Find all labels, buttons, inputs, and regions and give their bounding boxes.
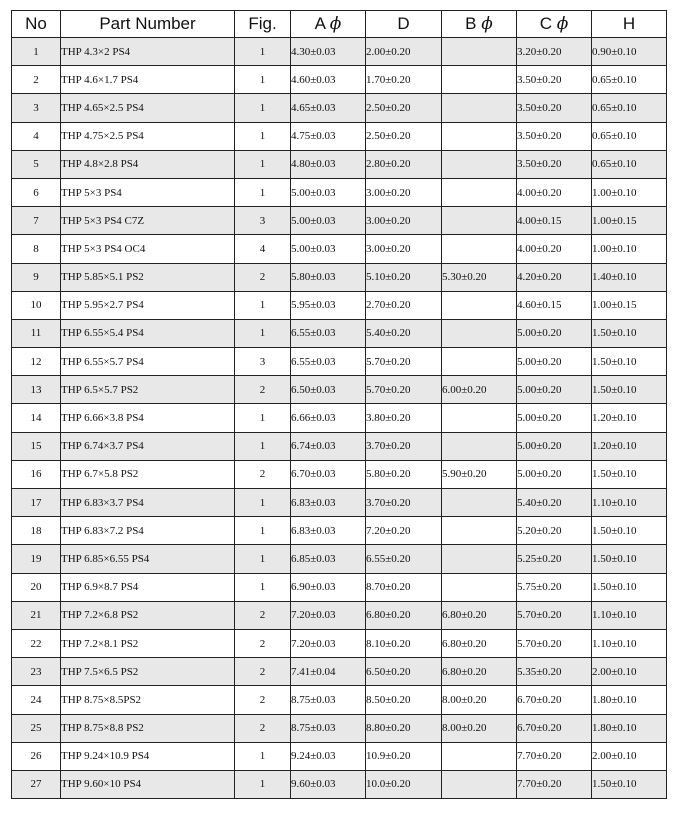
cell-d: 6.50±0.20 bbox=[366, 658, 442, 686]
header-d: D bbox=[366, 11, 442, 38]
cell-d: 8.70±0.20 bbox=[366, 573, 442, 601]
cell-fig: 2 bbox=[235, 601, 291, 629]
header-c-label: C bbox=[539, 14, 552, 33]
table-row bbox=[12, 629, 667, 657]
cell-c: 3.20±0.20 bbox=[517, 38, 592, 66]
cell-c: 5.75±0.20 bbox=[517, 573, 592, 601]
table-row bbox=[12, 178, 667, 206]
cell-a: 5.80±0.03 bbox=[291, 263, 366, 291]
cell-a: 5.95±0.03 bbox=[291, 291, 366, 319]
cell-b: 6.00±0.20 bbox=[442, 376, 517, 404]
cell-d: 2.50±0.20 bbox=[366, 94, 442, 122]
cell-b bbox=[442, 122, 517, 150]
cell-c: 6.70±0.20 bbox=[517, 714, 592, 742]
cell-no: 23 bbox=[12, 658, 61, 686]
cell-part-number: THP 6.83×7.2 PS4 bbox=[61, 517, 235, 545]
cell-a: 5.00±0.03 bbox=[291, 235, 366, 263]
cell-part-number: THP 6.74×3.7 PS4 bbox=[61, 432, 235, 460]
cell-part-number: THP 4.6×1.7 PS4 bbox=[61, 66, 235, 94]
cell-fig: 1 bbox=[235, 291, 291, 319]
cell-c: 3.50±0.20 bbox=[517, 150, 592, 178]
cell-part-number: THP 5.85×5.1 PS2 bbox=[61, 263, 235, 291]
table-row bbox=[12, 291, 667, 319]
table-row bbox=[12, 545, 667, 573]
cell-fig: 1 bbox=[235, 545, 291, 573]
cell-d: 1.70±0.20 bbox=[366, 66, 442, 94]
cell-no: 6 bbox=[12, 178, 61, 206]
cell-b bbox=[442, 742, 517, 770]
cell-no: 15 bbox=[12, 432, 61, 460]
cell-d: 3.00±0.20 bbox=[366, 207, 442, 235]
table-row bbox=[12, 319, 667, 347]
cell-d: 10.0±0.20 bbox=[366, 770, 442, 798]
table-row bbox=[12, 404, 667, 432]
cell-fig: 1 bbox=[235, 66, 291, 94]
cell-fig: 2 bbox=[235, 376, 291, 404]
cell-fig: 1 bbox=[235, 517, 291, 545]
cell-h: 1.10±0.10 bbox=[592, 489, 667, 517]
cell-a: 7.41±0.04 bbox=[291, 658, 366, 686]
cell-fig: 1 bbox=[235, 150, 291, 178]
cell-a: 4.80±0.03 bbox=[291, 150, 366, 178]
cell-c: 4.00±0.15 bbox=[517, 207, 592, 235]
header-b-label: B bbox=[465, 14, 477, 33]
cell-h: 1.00±0.10 bbox=[592, 178, 667, 206]
cell-d: 3.70±0.20 bbox=[366, 489, 442, 517]
cell-no: 10 bbox=[12, 291, 61, 319]
cell-fig: 2 bbox=[235, 629, 291, 657]
cell-h: 1.10±0.10 bbox=[592, 629, 667, 657]
cell-c: 4.20±0.20 bbox=[517, 263, 592, 291]
table-row bbox=[12, 207, 667, 235]
cell-part-number: THP 9.24×10.9 PS4 bbox=[61, 742, 235, 770]
cell-h: 1.00±0.15 bbox=[592, 207, 667, 235]
cell-part-number: THP 5×3 PS4 OC4 bbox=[61, 235, 235, 263]
cell-h: 1.50±0.10 bbox=[592, 376, 667, 404]
cell-a: 7.20±0.03 bbox=[291, 629, 366, 657]
cell-c: 7.70±0.20 bbox=[517, 742, 592, 770]
cell-h: 1.00±0.15 bbox=[592, 291, 667, 319]
cell-b: 5.90±0.20 bbox=[442, 460, 517, 488]
cell-fig: 2 bbox=[235, 714, 291, 742]
cell-fig: 2 bbox=[235, 658, 291, 686]
cell-h: 1.50±0.10 bbox=[592, 770, 667, 798]
cell-b bbox=[442, 319, 517, 347]
table-row bbox=[12, 38, 667, 66]
phi-symbol: ϕ bbox=[556, 14, 569, 34]
cell-a: 6.50±0.03 bbox=[291, 376, 366, 404]
cell-h: 1.20±0.10 bbox=[592, 432, 667, 460]
cell-c: 3.50±0.20 bbox=[517, 122, 592, 150]
cell-no: 16 bbox=[12, 460, 61, 488]
cell-a: 5.00±0.03 bbox=[291, 178, 366, 206]
cell-b: 8.00±0.20 bbox=[442, 686, 517, 714]
cell-h: 0.65±0.10 bbox=[592, 94, 667, 122]
cell-a: 6.85±0.03 bbox=[291, 545, 366, 573]
table-row bbox=[12, 348, 667, 376]
cell-d: 5.70±0.20 bbox=[366, 348, 442, 376]
cell-no: 21 bbox=[12, 601, 61, 629]
cell-b: 6.80±0.20 bbox=[442, 629, 517, 657]
cell-b bbox=[442, 235, 517, 263]
cell-c: 5.25±0.20 bbox=[517, 545, 592, 573]
table-row bbox=[12, 601, 667, 629]
cell-a: 4.65±0.03 bbox=[291, 94, 366, 122]
cell-d: 6.80±0.20 bbox=[366, 601, 442, 629]
cell-fig: 1 bbox=[235, 178, 291, 206]
cell-c: 5.20±0.20 bbox=[517, 517, 592, 545]
cell-fig: 1 bbox=[235, 742, 291, 770]
cell-c: 4.00±0.20 bbox=[517, 235, 592, 263]
table-row bbox=[12, 770, 667, 798]
cell-d: 3.80±0.20 bbox=[366, 404, 442, 432]
cell-h: 1.10±0.10 bbox=[592, 601, 667, 629]
cell-d: 5.10±0.20 bbox=[366, 263, 442, 291]
cell-a: 7.20±0.03 bbox=[291, 601, 366, 629]
table-row bbox=[12, 742, 667, 770]
cell-fig: 2 bbox=[235, 686, 291, 714]
cell-c: 4.00±0.20 bbox=[517, 178, 592, 206]
cell-a: 9.60±0.03 bbox=[291, 770, 366, 798]
cell-c: 3.50±0.20 bbox=[517, 66, 592, 94]
cell-part-number: THP 5×3 PS4 C7Z bbox=[61, 207, 235, 235]
cell-fig: 2 bbox=[235, 460, 291, 488]
cell-b bbox=[442, 207, 517, 235]
cell-part-number: THP 4.75×2.5 PS4 bbox=[61, 122, 235, 150]
cell-a: 6.90±0.03 bbox=[291, 573, 366, 601]
cell-h: 2.00±0.10 bbox=[592, 658, 667, 686]
cell-d: 3.00±0.20 bbox=[366, 178, 442, 206]
cell-c: 6.70±0.20 bbox=[517, 686, 592, 714]
table-row bbox=[12, 122, 667, 150]
cell-part-number: THP 6.83×3.7 PS4 bbox=[61, 489, 235, 517]
cell-h: 1.20±0.10 bbox=[592, 404, 667, 432]
cell-a: 9.24±0.03 bbox=[291, 742, 366, 770]
cell-h: 1.50±0.10 bbox=[592, 460, 667, 488]
phi-symbol: ϕ bbox=[481, 14, 493, 34]
phi-symbol: ϕ bbox=[329, 14, 342, 34]
cell-no: 4 bbox=[12, 122, 61, 150]
cell-h: 1.50±0.10 bbox=[592, 545, 667, 573]
cell-no: 22 bbox=[12, 629, 61, 657]
table-row bbox=[12, 94, 667, 122]
cell-c: 4.60±0.15 bbox=[517, 291, 592, 319]
header-a-phi bbox=[291, 11, 366, 38]
cell-d: 7.20±0.20 bbox=[366, 517, 442, 545]
cell-a: 6.55±0.03 bbox=[291, 348, 366, 376]
cell-c: 5.00±0.20 bbox=[517, 404, 592, 432]
cell-d: 2.50±0.20 bbox=[366, 122, 442, 150]
cell-part-number: THP 8.75×8.5PS2 bbox=[61, 686, 235, 714]
cell-d: 2.00±0.20 bbox=[366, 38, 442, 66]
table-row bbox=[12, 263, 667, 291]
header-part-number: Part Number bbox=[61, 11, 235, 38]
cell-c: 5.00±0.20 bbox=[517, 348, 592, 376]
cell-a: 8.75±0.03 bbox=[291, 714, 366, 742]
cell-b bbox=[442, 517, 517, 545]
table-row bbox=[12, 235, 667, 263]
table-row bbox=[12, 573, 667, 601]
cell-no: 25 bbox=[12, 714, 61, 742]
cell-a: 6.83±0.03 bbox=[291, 517, 366, 545]
cell-part-number: THP 5×3 PS4 bbox=[61, 178, 235, 206]
cell-fig: 1 bbox=[235, 122, 291, 150]
cell-c: 5.00±0.20 bbox=[517, 376, 592, 404]
table-row bbox=[12, 460, 667, 488]
table-row bbox=[12, 376, 667, 404]
cell-a: 6.66±0.03 bbox=[291, 404, 366, 432]
cell-no: 5 bbox=[12, 150, 61, 178]
header-c-phi bbox=[517, 11, 592, 38]
cell-part-number: THP 6.9×8.7 PS4 bbox=[61, 573, 235, 601]
cell-part-number: THP 8.75×8.8 PS2 bbox=[61, 714, 235, 742]
cell-no: 9 bbox=[12, 263, 61, 291]
cell-fig: 1 bbox=[235, 432, 291, 460]
cell-d: 8.50±0.20 bbox=[366, 686, 442, 714]
cell-a: 4.30±0.03 bbox=[291, 38, 366, 66]
cell-c: 3.50±0.20 bbox=[517, 94, 592, 122]
cell-h: 1.80±0.10 bbox=[592, 686, 667, 714]
cell-c: 5.70±0.20 bbox=[517, 601, 592, 629]
header-a-label: A bbox=[314, 14, 326, 33]
header-h: H bbox=[592, 11, 667, 38]
cell-b bbox=[442, 432, 517, 460]
cell-h: 1.50±0.10 bbox=[592, 517, 667, 545]
cell-no: 11 bbox=[12, 319, 61, 347]
cell-h: 0.65±0.10 bbox=[592, 150, 667, 178]
cell-b bbox=[442, 291, 517, 319]
cell-fig: 1 bbox=[235, 489, 291, 517]
cell-a: 5.00±0.03 bbox=[291, 207, 366, 235]
cell-fig: 1 bbox=[235, 770, 291, 798]
cell-a: 6.55±0.03 bbox=[291, 319, 366, 347]
cell-fig: 1 bbox=[235, 38, 291, 66]
cell-no: 12 bbox=[12, 348, 61, 376]
table-row bbox=[12, 489, 667, 517]
cell-h: 1.80±0.10 bbox=[592, 714, 667, 742]
cell-no: 17 bbox=[12, 489, 61, 517]
header-fig: Fig. bbox=[235, 11, 291, 38]
cell-b: 5.30±0.20 bbox=[442, 263, 517, 291]
cell-part-number: THP 6.85×6.55 PS4 bbox=[61, 545, 235, 573]
cell-a: 8.75±0.03 bbox=[291, 686, 366, 714]
cell-d: 3.70±0.20 bbox=[366, 432, 442, 460]
cell-d: 2.70±0.20 bbox=[366, 291, 442, 319]
cell-no: 7 bbox=[12, 207, 61, 235]
cell-b bbox=[442, 545, 517, 573]
cell-b bbox=[442, 770, 517, 798]
cell-part-number: THP 4.8×2.8 PS4 bbox=[61, 150, 235, 178]
cell-b bbox=[442, 150, 517, 178]
cell-part-number: THP 6.55×5.4 PS4 bbox=[61, 319, 235, 347]
cell-c: 5.00±0.20 bbox=[517, 432, 592, 460]
cell-b: 6.80±0.20 bbox=[442, 601, 517, 629]
cell-a: 4.75±0.03 bbox=[291, 122, 366, 150]
cell-part-number: THP 7.5×6.5 PS2 bbox=[61, 658, 235, 686]
header-no: No bbox=[12, 11, 61, 38]
cell-fig: 2 bbox=[235, 263, 291, 291]
cell-fig: 3 bbox=[235, 348, 291, 376]
cell-no: 1 bbox=[12, 38, 61, 66]
cell-h: 1.50±0.10 bbox=[592, 319, 667, 347]
cell-h: 0.90±0.10 bbox=[592, 38, 667, 66]
cell-d: 6.55±0.20 bbox=[366, 545, 442, 573]
cell-h: 0.65±0.10 bbox=[592, 66, 667, 94]
cell-no: 13 bbox=[12, 376, 61, 404]
cell-d: 8.80±0.20 bbox=[366, 714, 442, 742]
cell-no: 24 bbox=[12, 686, 61, 714]
cell-c: 5.70±0.20 bbox=[517, 629, 592, 657]
spec-table bbox=[11, 10, 667, 799]
cell-b bbox=[442, 38, 517, 66]
cell-part-number: THP 6.55×5.7 PS4 bbox=[61, 348, 235, 376]
cell-a: 6.83±0.03 bbox=[291, 489, 366, 517]
cell-a: 6.74±0.03 bbox=[291, 432, 366, 460]
cell-no: 3 bbox=[12, 94, 61, 122]
cell-no: 18 bbox=[12, 517, 61, 545]
cell-b bbox=[442, 66, 517, 94]
cell-h: 2.00±0.10 bbox=[592, 742, 667, 770]
cell-b bbox=[442, 404, 517, 432]
cell-fig: 1 bbox=[235, 319, 291, 347]
cell-d: 10.9±0.20 bbox=[366, 742, 442, 770]
cell-h: 1.50±0.10 bbox=[592, 348, 667, 376]
cell-fig: 1 bbox=[235, 404, 291, 432]
cell-b bbox=[442, 178, 517, 206]
cell-c: 5.00±0.20 bbox=[517, 460, 592, 488]
cell-part-number: THP 4.65×2.5 PS4 bbox=[61, 94, 235, 122]
cell-a: 4.60±0.03 bbox=[291, 66, 366, 94]
cell-d: 2.80±0.20 bbox=[366, 150, 442, 178]
cell-no: 20 bbox=[12, 573, 61, 601]
cell-c: 7.70±0.20 bbox=[517, 770, 592, 798]
table-row bbox=[12, 714, 667, 742]
cell-h: 1.50±0.10 bbox=[592, 573, 667, 601]
cell-part-number: THP 7.2×8.1 PS2 bbox=[61, 629, 235, 657]
cell-part-number: THP 6.5×5.7 PS2 bbox=[61, 376, 235, 404]
cell-b bbox=[442, 94, 517, 122]
cell-part-number: THP 5.95×2.7 PS4 bbox=[61, 291, 235, 319]
cell-b bbox=[442, 348, 517, 376]
cell-part-number: THP 6.66×3.8 PS4 bbox=[61, 404, 235, 432]
cell-fig: 1 bbox=[235, 94, 291, 122]
cell-a: 6.70±0.03 bbox=[291, 460, 366, 488]
cell-d: 8.10±0.20 bbox=[366, 629, 442, 657]
cell-fig: 4 bbox=[235, 235, 291, 263]
cell-d: 5.80±0.20 bbox=[366, 460, 442, 488]
table-row bbox=[12, 432, 667, 460]
cell-part-number: THP 9.60×10 PS4 bbox=[61, 770, 235, 798]
cell-c: 5.00±0.20 bbox=[517, 319, 592, 347]
table-body bbox=[12, 38, 667, 799]
cell-b: 6.80±0.20 bbox=[442, 658, 517, 686]
table-row bbox=[12, 658, 667, 686]
table-row bbox=[12, 686, 667, 714]
cell-no: 2 bbox=[12, 66, 61, 94]
cell-h: 1.40±0.10 bbox=[592, 263, 667, 291]
header-b-phi bbox=[442, 11, 517, 38]
cell-d: 3.00±0.20 bbox=[366, 235, 442, 263]
cell-no: 27 bbox=[12, 770, 61, 798]
cell-b bbox=[442, 573, 517, 601]
cell-c: 5.40±0.20 bbox=[517, 489, 592, 517]
header-row bbox=[12, 11, 667, 38]
cell-part-number: THP 6.7×5.8 PS2 bbox=[61, 460, 235, 488]
cell-h: 1.00±0.10 bbox=[592, 235, 667, 263]
cell-fig: 3 bbox=[235, 207, 291, 235]
cell-part-number: THP 4.3×2 PS4 bbox=[61, 38, 235, 66]
cell-h: 0.65±0.10 bbox=[592, 122, 667, 150]
table-row bbox=[12, 517, 667, 545]
cell-no: 8 bbox=[12, 235, 61, 263]
cell-part-number: THP 7.2×6.8 PS2 bbox=[61, 601, 235, 629]
cell-d: 5.70±0.20 bbox=[366, 376, 442, 404]
table-row bbox=[12, 66, 667, 94]
cell-d: 5.40±0.20 bbox=[366, 319, 442, 347]
table-row bbox=[12, 150, 667, 178]
cell-no: 26 bbox=[12, 742, 61, 770]
cell-c: 5.35±0.20 bbox=[517, 658, 592, 686]
cell-b bbox=[442, 489, 517, 517]
cell-no: 19 bbox=[12, 545, 61, 573]
cell-b: 8.00±0.20 bbox=[442, 714, 517, 742]
cell-fig: 1 bbox=[235, 573, 291, 601]
cell-no: 14 bbox=[12, 404, 61, 432]
